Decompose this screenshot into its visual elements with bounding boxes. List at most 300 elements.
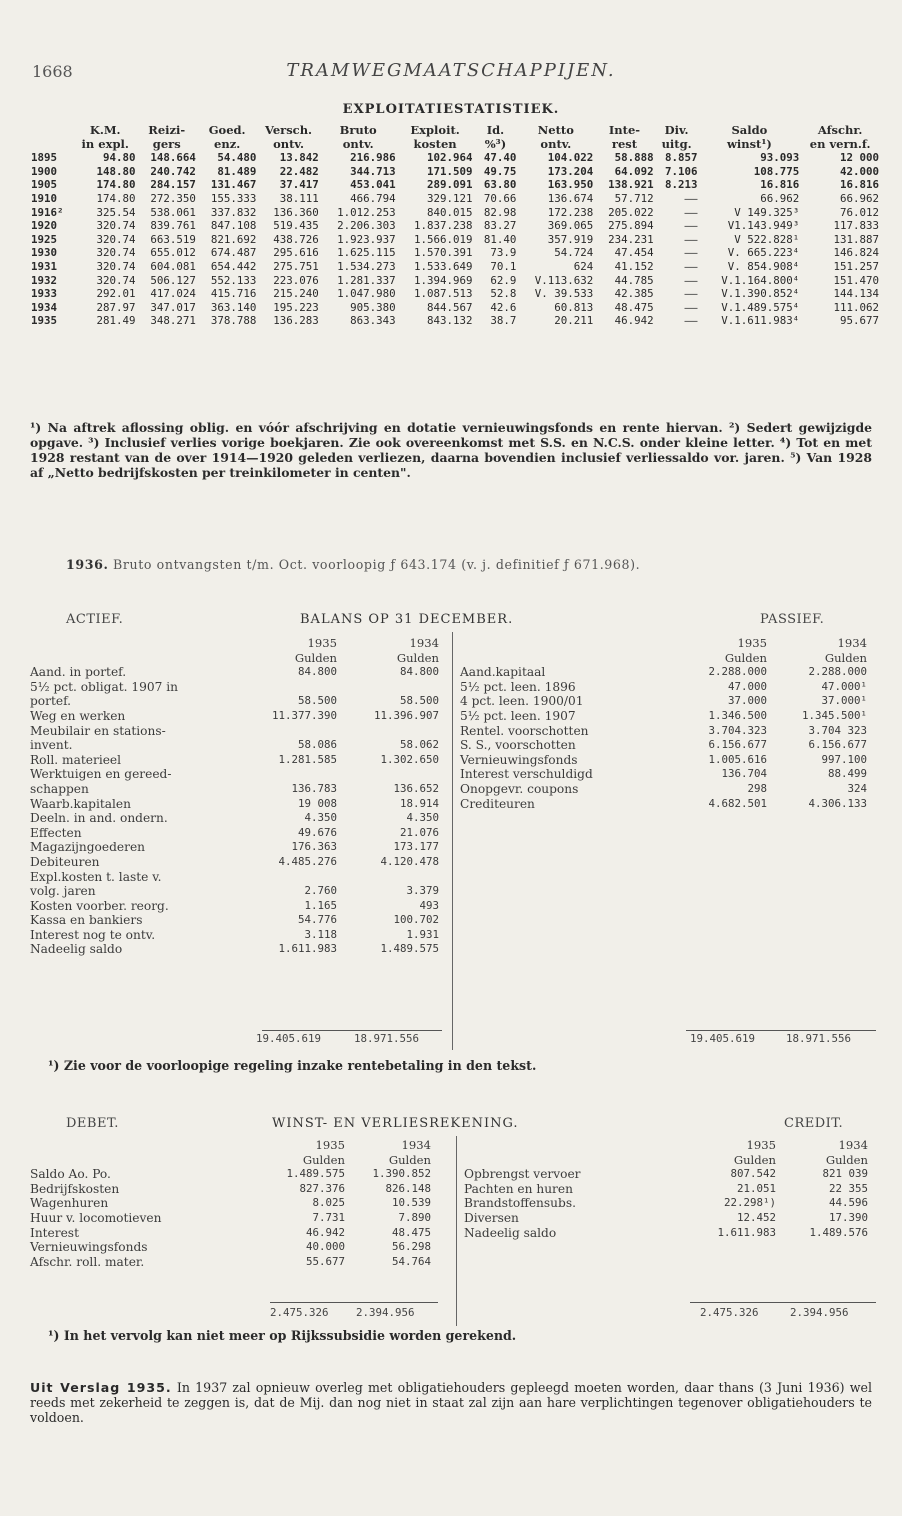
debet-row-value: 46.942 bbox=[305, 1225, 345, 1239]
passief-row-label: S. S., voorschotten bbox=[460, 738, 576, 753]
stats-cell: 320.74 bbox=[96, 259, 136, 273]
passief-year-row bbox=[460, 636, 867, 651]
stats-cell: 347.017 bbox=[150, 300, 196, 314]
stats-cell: 275.894 bbox=[608, 219, 654, 233]
debet-year-row bbox=[30, 1138, 431, 1153]
stats-cell: 66.962 bbox=[760, 191, 800, 205]
stats-cell: 148.80 bbox=[96, 164, 136, 178]
stats-cell: 47.40 bbox=[483, 151, 517, 165]
stats-cell: 108.775 bbox=[753, 164, 800, 178]
passief-row-value: 1.346.500 bbox=[708, 708, 767, 722]
stats-year: 1930 bbox=[31, 246, 58, 260]
spacer bbox=[464, 1153, 694, 1168]
stats-cell: 538.061 bbox=[150, 205, 196, 219]
stats-cell: 223.076 bbox=[273, 273, 319, 287]
actief-row-value: 1.611.983 bbox=[278, 942, 337, 956]
actief-row-value: 54.776 bbox=[297, 913, 337, 927]
passief-row-value: 37.000 bbox=[727, 694, 767, 708]
stats-cell: 70.66 bbox=[483, 191, 517, 205]
actief-row-value: 1.281.585 bbox=[278, 752, 337, 766]
stats-cell: 348.271 bbox=[150, 314, 196, 328]
credit-row bbox=[464, 1167, 868, 1182]
debet-row bbox=[30, 1255, 431, 1270]
passief-row bbox=[460, 767, 867, 782]
passief-row-label: Vernieuwingsfonds bbox=[460, 752, 578, 767]
stats-col-div: Div. bbox=[664, 123, 689, 137]
actief-row bbox=[30, 724, 439, 739]
passief-total-1934: 18.971.556 bbox=[786, 1032, 852, 1045]
stats-cell: 136.674 bbox=[547, 191, 594, 205]
debet-row bbox=[30, 1167, 431, 1182]
passief-row-value: 37.000¹ bbox=[821, 694, 867, 708]
passief-row-value: 47.000¹ bbox=[821, 679, 867, 693]
stats-cell: 131.467 bbox=[210, 178, 257, 192]
stats-col-netto: Netto bbox=[537, 123, 574, 137]
stats-cell: 131.887 bbox=[833, 232, 879, 246]
actief-row-label: Debiteuren bbox=[30, 854, 100, 869]
report-text: In 1937 zal opnieuw overleg met obligatiehouders gepleegd moeten worden, daar thans (3 Juni 1936) wel reeds met zekerheid te zeggen is, dat de Mij. dan nog niet in staat zal zijn aan hare verplichtingen tegenover obligatiehouders te voldoen. bbox=[30, 1380, 872, 1426]
actief-row-value: 4.350 bbox=[406, 811, 439, 825]
actief-rows bbox=[30, 665, 439, 957]
stats-cell: 329.121 bbox=[427, 191, 473, 205]
actief-row-label: portef. bbox=[30, 694, 72, 709]
actief-row bbox=[30, 680, 439, 695]
stats-cell: 415.716 bbox=[210, 287, 257, 301]
stats-col-versch: Versch. bbox=[264, 123, 313, 137]
actief-row-label: volg. jaren bbox=[30, 884, 96, 899]
year-1934: 1934 bbox=[409, 636, 439, 650]
credit-row-label: Pachten en huren bbox=[464, 1181, 573, 1196]
stats-col-reizigers: Reizi- bbox=[148, 123, 186, 137]
actief-row bbox=[30, 826, 439, 841]
spacer bbox=[30, 1138, 265, 1153]
stats-row bbox=[30, 301, 880, 315]
stats-cell: 82.98 bbox=[483, 205, 517, 219]
stats-cell: 37.417 bbox=[279, 178, 319, 192]
stats-cell: 146.824 bbox=[833, 246, 879, 260]
actief-row-value: 4.120.478 bbox=[380, 854, 439, 868]
stats-cell: 48.475 bbox=[614, 300, 654, 314]
stats-cell: 102.964 bbox=[427, 151, 473, 165]
credit-row-value: 12.452 bbox=[736, 1210, 776, 1224]
actief-row-value bbox=[245, 724, 337, 739]
stats-year: 1925 bbox=[31, 232, 58, 246]
stats-cell: 54.480 bbox=[217, 151, 257, 165]
debet-total-rule bbox=[270, 1302, 438, 1303]
stats-cell: 325.54 bbox=[96, 205, 136, 219]
spacer bbox=[460, 636, 685, 651]
stats-cell: 7.106 bbox=[665, 164, 698, 178]
stats-cell: V.1.611.983⁴ bbox=[721, 314, 800, 328]
debet-heading: DEBET. bbox=[66, 1116, 119, 1131]
stats-cell: —— bbox=[684, 314, 698, 328]
stats-cell: 1.534.273 bbox=[337, 259, 396, 273]
stats-subhead: ontv. bbox=[342, 136, 374, 151]
stats-subhead: ontv. bbox=[273, 136, 304, 151]
stats-cell: 60.813 bbox=[554, 300, 594, 314]
stats-cell: 847.108 bbox=[210, 219, 257, 233]
stats-col-interest: Inte- bbox=[608, 123, 641, 137]
stats-cell: 62.9 bbox=[490, 273, 517, 287]
stats-subhead: winst¹) bbox=[726, 136, 772, 151]
debet-row-value: 56.298 bbox=[391, 1240, 431, 1254]
stats-cell: 63.80 bbox=[483, 178, 517, 192]
stats-row bbox=[30, 192, 880, 206]
balans-footnote: ¹) Zie voor de voorloopige regeling inzake rentebetaling in den tekst. bbox=[48, 1058, 537, 1073]
passief-row-value: 6.156.677 bbox=[808, 738, 867, 752]
actief-row-value: 136.652 bbox=[393, 781, 439, 795]
stats-year: 1935 bbox=[31, 314, 58, 328]
actief-row-value: 3.379 bbox=[406, 884, 439, 898]
stats-cell: 171.509 bbox=[427, 164, 473, 178]
year-1934: 1934 bbox=[838, 1138, 868, 1152]
stats-cell: 1.281.337 bbox=[337, 273, 396, 287]
stats-cell: 47.454 bbox=[614, 246, 654, 260]
credit-row-value: 22 355 bbox=[828, 1181, 868, 1195]
stats-year: 1916² bbox=[31, 205, 64, 219]
actief-row-value: 84.800 bbox=[297, 665, 337, 679]
stats-cell: V 149.325³ bbox=[734, 205, 800, 219]
stats-cell: 466.794 bbox=[350, 191, 396, 205]
unit-label: Gulden bbox=[302, 1152, 345, 1167]
actief-row-value: 84.800 bbox=[399, 665, 439, 679]
spacer bbox=[30, 1153, 265, 1168]
debet-row-value: 7.890 bbox=[398, 1210, 431, 1224]
stats-cell: 173.204 bbox=[547, 164, 594, 178]
debet-row-value: 1.390.852 bbox=[372, 1167, 431, 1181]
stats-cell: 42.000 bbox=[839, 164, 879, 178]
debet-total-1935: 2.475.326 bbox=[270, 1306, 329, 1319]
stats-cell: 20.211 bbox=[554, 314, 594, 328]
stats-cell: 155.333 bbox=[210, 191, 257, 205]
stats-cell: 1.394.969 bbox=[414, 273, 473, 287]
passief-row bbox=[460, 782, 867, 797]
spacer bbox=[460, 651, 685, 666]
stats-cell: 674.487 bbox=[210, 246, 257, 260]
stats-cell: 38.7 bbox=[490, 314, 517, 328]
debet-row bbox=[30, 1182, 431, 1197]
actief-row bbox=[30, 928, 439, 943]
credit-row-value: 1.489.576 bbox=[809, 1225, 868, 1239]
stats-cell: 215.240 bbox=[273, 287, 319, 301]
stats-cell: 42.6 bbox=[490, 300, 517, 314]
passief-row-value: 324 bbox=[847, 781, 867, 795]
passief-row bbox=[460, 738, 867, 753]
passief-row-value: 2.288.000 bbox=[708, 665, 767, 679]
stats-cell: —— bbox=[684, 246, 698, 260]
stats-cell: 136.360 bbox=[273, 205, 319, 219]
actief-row-label: Nadeelig saldo bbox=[30, 942, 123, 957]
stats-row bbox=[30, 206, 880, 220]
debet-rows bbox=[30, 1167, 431, 1269]
actief-row-value bbox=[337, 767, 439, 782]
stats-cell: —— bbox=[684, 191, 698, 205]
actief-row bbox=[30, 709, 439, 724]
stats-cell: 1.923.937 bbox=[337, 232, 396, 246]
passief-row-label: 5½ pct. leen. 1907 bbox=[460, 708, 576, 723]
wv-heading: WINST- EN VERLIESREKENING. bbox=[272, 1116, 519, 1131]
stats-cell: —— bbox=[684, 287, 698, 301]
credit-row bbox=[464, 1182, 868, 1197]
stats-cell: 93.093 bbox=[760, 151, 800, 165]
passief-row-value: 88.499 bbox=[827, 767, 867, 781]
stats-cell: 320.74 bbox=[96, 246, 136, 260]
passief-total-rule bbox=[686, 1030, 876, 1031]
credit-row-label: Opbrengst vervoer bbox=[464, 1167, 581, 1182]
actief-row bbox=[30, 855, 439, 870]
year-1935: 1935 bbox=[746, 1138, 776, 1152]
stats-year: 1931 bbox=[31, 259, 58, 273]
stats-cell: 234.231 bbox=[608, 232, 654, 246]
debet-row bbox=[30, 1240, 431, 1255]
passief-row bbox=[460, 797, 867, 812]
debet-table bbox=[30, 1138, 431, 1269]
stats-cell: 1.837.238 bbox=[414, 219, 473, 233]
stats-col-goederen: Goed. bbox=[208, 123, 246, 137]
passief-row-value: 3.704.323 bbox=[708, 723, 767, 737]
actief-row-label: Roll. materieel bbox=[30, 752, 122, 767]
stats-cell: 136.283 bbox=[273, 314, 319, 328]
actief-row bbox=[30, 884, 439, 899]
debet-row-value: 48.475 bbox=[391, 1225, 431, 1239]
wv-footnote: ¹) In het vervolg kan niet meer op Rijkssubsidie worden gerekend. bbox=[48, 1328, 517, 1343]
actief-row-value bbox=[245, 680, 337, 695]
stats-cell: 453.041 bbox=[350, 178, 396, 192]
stats-row bbox=[30, 274, 880, 288]
actief-unit-row bbox=[30, 651, 439, 666]
stats-cell: 117.833 bbox=[833, 219, 879, 233]
statistics-footnotes: ¹) Na aftrek aflossing oblig. en vóór afschrijving en dotatie vernieuwingsfonds en rente hiervan. ²) Sedert gewijzigde opgave. ³) Inclusief verlies vorige boekjaren. Zie ook overeenkomst met S.S. en N.C.S. onder kleine letter. ⁴) Tot en met 1928 restant van de over 1914—1920 geleden verliezen, daarna bovendien inclusief verliessaldo vor. jaren. ⁵) Van 1928 af „Netto bedrijfskosten per treinkilometer in centen". bbox=[30, 420, 872, 480]
credit-heading: CREDIT. bbox=[784, 1116, 844, 1131]
actief-row-value: 176.363 bbox=[291, 840, 337, 854]
passief-unit-row bbox=[460, 651, 867, 666]
credit-section bbox=[464, 1138, 868, 1240]
passief-row bbox=[460, 709, 867, 724]
actief-row-value: 58.500 bbox=[399, 694, 439, 708]
debet-row-label: Huur v. locomotieven bbox=[30, 1210, 162, 1225]
passief-section bbox=[460, 636, 867, 811]
stats-cell: 369.065 bbox=[547, 219, 594, 233]
actief-row-value: 21.076 bbox=[399, 825, 439, 839]
debet-row-value: 55.677 bbox=[305, 1254, 345, 1268]
stats-cell: 821.692 bbox=[210, 232, 257, 246]
actief-heading: ACTIEF. bbox=[66, 612, 124, 627]
passief-row-value: 4.682.501 bbox=[708, 796, 767, 810]
passief-row-value: 4.306.133 bbox=[808, 796, 867, 810]
stats-cell: V. 665.223⁴ bbox=[727, 246, 800, 260]
stats-cell: 275.751 bbox=[273, 259, 319, 273]
stats-col-year bbox=[30, 124, 74, 138]
actief-row-value: 1.302.650 bbox=[380, 752, 439, 766]
stats-cell: 44.785 bbox=[614, 273, 654, 287]
debet-row-label: Saldo Ao. Po. bbox=[30, 1167, 111, 1182]
stats-cell: 1.566.019 bbox=[414, 232, 473, 246]
stats-cell: 552.133 bbox=[210, 273, 257, 287]
stats-cell: 52.8 bbox=[490, 287, 517, 301]
stats-cell: 22.482 bbox=[279, 164, 319, 178]
stats-cell: 1.625.115 bbox=[337, 246, 396, 260]
debet-total-1934: 2.394.956 bbox=[356, 1306, 415, 1319]
stats-cell: 2.206.303 bbox=[337, 219, 396, 233]
passief-row bbox=[460, 753, 867, 768]
stats-cell: 151.257 bbox=[833, 259, 879, 273]
actief-row-label: schappen bbox=[30, 781, 89, 796]
stats-cell: 151.470 bbox=[833, 273, 879, 287]
stats-cell: 654.442 bbox=[210, 259, 257, 273]
credit-row-label: Brandstoffensubs. bbox=[464, 1196, 576, 1211]
stats-cell: V.1.164.800⁴ bbox=[721, 273, 800, 287]
stats-cell: 57.712 bbox=[614, 191, 654, 205]
stats-cell: 506.127 bbox=[150, 273, 196, 287]
unit-label: Gulden bbox=[294, 650, 337, 665]
actief-row-label: Aand. in portef. bbox=[30, 665, 127, 680]
debet-row-label: Vernieuwingsfonds bbox=[30, 1240, 148, 1255]
unit-label: Gulden bbox=[396, 650, 439, 665]
stats-col-bruto: Bruto bbox=[339, 123, 377, 137]
actief-row bbox=[30, 913, 439, 928]
stats-cell: 138.921 bbox=[608, 178, 654, 192]
actief-row-label: Interest nog te ontv. bbox=[30, 927, 156, 942]
stats-cell: —— bbox=[684, 205, 698, 219]
stats-row bbox=[30, 219, 880, 233]
stats-cell: 272.350 bbox=[150, 191, 196, 205]
passief-row-value: 3.704 323 bbox=[808, 723, 867, 737]
actief-total-1934: 18.971.556 bbox=[354, 1032, 420, 1045]
actief-row-value: 1.931 bbox=[406, 927, 439, 941]
year-1934: 1934 bbox=[401, 1138, 431, 1152]
passief-row bbox=[460, 694, 867, 709]
stats-subhead: rest bbox=[611, 136, 638, 151]
passief-row bbox=[460, 724, 867, 739]
actief-row-value bbox=[337, 870, 439, 885]
spacer bbox=[30, 651, 245, 666]
stats-subhead: %³) bbox=[484, 136, 507, 151]
stats-cell: 284.157 bbox=[150, 178, 196, 192]
stats-cell: 839.761 bbox=[150, 219, 196, 233]
stats-year: 1895 bbox=[31, 151, 58, 165]
stats-year: 1920 bbox=[31, 219, 58, 233]
stats-cell: 41.152 bbox=[614, 259, 654, 273]
actief-row bbox=[30, 738, 439, 753]
actief-row-value: 11.396.907 bbox=[373, 708, 439, 722]
passief-row-value: 1.345.500¹ bbox=[801, 708, 867, 722]
report-paragraph bbox=[30, 1380, 872, 1426]
debet-row-value: 40.000 bbox=[305, 1240, 345, 1254]
year-1935: 1935 bbox=[307, 636, 337, 650]
stats-cell: 13.842 bbox=[279, 151, 319, 165]
stats-cell: 320.74 bbox=[96, 219, 136, 233]
credit-total-1935: 2.475.326 bbox=[700, 1306, 759, 1319]
stats-subhead: kosten bbox=[413, 136, 457, 151]
credit-row bbox=[464, 1196, 868, 1211]
debet-row-label: Afschr. roll. mater. bbox=[30, 1254, 145, 1269]
passief-row-label: Aand.kapitaal bbox=[460, 665, 546, 680]
stats-cell: 195.223 bbox=[273, 300, 319, 314]
actief-row-value: 58.086 bbox=[297, 738, 337, 752]
actief-total-1935: 19.405.619 bbox=[256, 1032, 322, 1045]
stats-cell: 172.238 bbox=[547, 205, 594, 219]
stats-subhead: en vern.f. bbox=[809, 136, 871, 151]
exploitation-statistics-table bbox=[30, 124, 880, 328]
stats-cell: 12 000 bbox=[839, 151, 879, 165]
debet-row-value: 8.025 bbox=[312, 1196, 345, 1210]
credit-row bbox=[464, 1211, 868, 1226]
unit-label: Gulden bbox=[733, 1152, 776, 1167]
unit-label: Gulden bbox=[388, 1152, 431, 1167]
credit-row-label: Nadeelig saldo bbox=[464, 1225, 557, 1240]
debet-row-value: 7.731 bbox=[312, 1210, 345, 1224]
stats-cell: V. 854.908⁴ bbox=[727, 259, 800, 273]
actief-row bbox=[30, 942, 439, 957]
year-1934: 1934 bbox=[837, 636, 867, 650]
debet-row-value: 54.764 bbox=[391, 1254, 431, 1268]
actief-row bbox=[30, 767, 439, 782]
actief-row bbox=[30, 797, 439, 812]
actief-section bbox=[30, 636, 439, 957]
credit-rows bbox=[464, 1167, 868, 1240]
running-title: TRAMWEGMAATSCHAPPIJEN. bbox=[286, 60, 616, 81]
balans-heading: BALANS OP 31 DECEMBER. bbox=[300, 612, 514, 627]
stats-cell: 95.677 bbox=[839, 314, 879, 328]
stats-cell: 663.519 bbox=[150, 232, 196, 246]
credit-row-value: 1.611.983 bbox=[717, 1225, 776, 1239]
stats-cell: 54.724 bbox=[554, 246, 594, 260]
actief-row-value: 19 008 bbox=[297, 796, 337, 810]
stats-cell: 163.950 bbox=[547, 178, 594, 192]
debet-row-value: 827.376 bbox=[299, 1181, 345, 1195]
stats-subhead: enz. bbox=[214, 136, 241, 151]
stats-cell: —— bbox=[684, 232, 698, 246]
actief-row-value: 18.914 bbox=[399, 796, 439, 810]
stats-cell: 66.962 bbox=[839, 191, 879, 205]
actief-row bbox=[30, 811, 439, 826]
credit-total-1934: 2.394.956 bbox=[790, 1306, 849, 1319]
stats-cell: V.1.390.852⁴ bbox=[721, 287, 800, 301]
stats-cell: 83.27 bbox=[483, 219, 517, 233]
actief-row bbox=[30, 694, 439, 709]
stats-col-afschr: Afschr. bbox=[817, 123, 863, 137]
page-number: 1668 bbox=[32, 62, 73, 81]
credit-total-rule bbox=[690, 1302, 876, 1303]
stats-col-saldo: Saldo bbox=[731, 123, 768, 137]
stats-row bbox=[30, 233, 880, 247]
stats-subhead: ontv. bbox=[540, 136, 572, 151]
spacer bbox=[30, 636, 245, 651]
passief-row-label: Crediteuren bbox=[460, 796, 535, 811]
stats-cell: 49.75 bbox=[483, 164, 517, 178]
actief-row-value: 4.350 bbox=[304, 811, 337, 825]
credit-row-value: 21.051 bbox=[736, 1181, 776, 1195]
passief-row-label: Onopgevr. coupons bbox=[460, 781, 579, 796]
actief-row-value bbox=[245, 767, 337, 782]
actief-row-value: 11.377.390 bbox=[271, 708, 337, 722]
stats-cell: 94.80 bbox=[103, 151, 136, 165]
stats-cell: 58.888 bbox=[614, 151, 654, 165]
credit-row-value: 44.596 bbox=[828, 1196, 868, 1210]
actief-row-value: 4.485.276 bbox=[278, 854, 337, 868]
stats-cell: 1.570.391 bbox=[414, 246, 473, 260]
stats-year: 1934 bbox=[31, 300, 58, 314]
stats-cell: 843.132 bbox=[427, 314, 473, 328]
stats-cell: 905.380 bbox=[350, 300, 396, 314]
stats-row bbox=[30, 246, 880, 260]
actief-row bbox=[30, 899, 439, 914]
debet-unit-row bbox=[30, 1153, 431, 1168]
stats-cell: 287.97 bbox=[96, 300, 136, 314]
stats-cell: 76.012 bbox=[839, 205, 879, 219]
actief-row-value: 3.118 bbox=[304, 927, 337, 941]
stats-cell: 16.816 bbox=[760, 178, 800, 192]
